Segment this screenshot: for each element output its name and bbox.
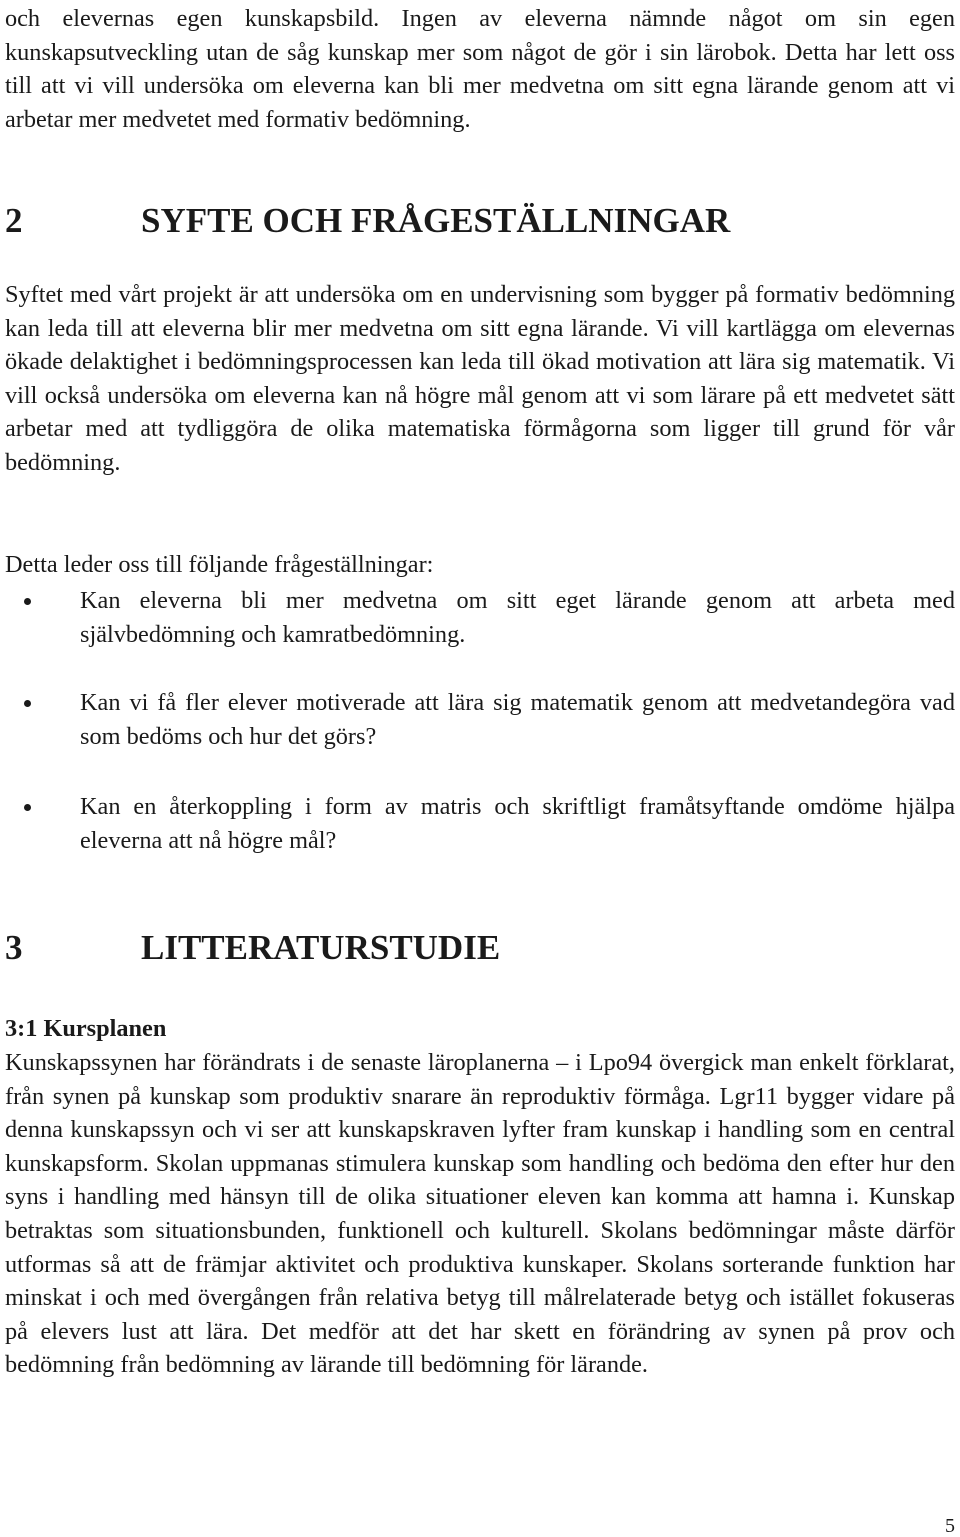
section-2-title: SYFTE OCH FRÅGESTÄLLNINGAR xyxy=(141,201,731,240)
bullet-icon xyxy=(24,598,31,605)
bullet-icon xyxy=(24,700,31,707)
list-item xyxy=(5,790,955,857)
page-number: 5 xyxy=(945,1515,955,1537)
questions-list xyxy=(5,584,955,858)
section-3-paragraph: Kunskapssynen har förändrats i de senaste läroplanerna – i Lpo94 övergick man enkelt förklarat, från synen på kunskap som produktiv snarare än reproduktiv förmåga. Lgr11 bygger vidare på denna kunskapssyn och vi ser att kunskapskraven lyfter fram kunskap i handling som en central kunskapsform. Skolan uppmanas stimulera kunskap som handling och bedöma den efter hur den syns i handling med hänsyn till de olika situationer eleven kan komma att hamna i. Kunskap betraktas som situationsbunden, funktionell och kulturell. Skolans bedömningar måste därför utformas så att de främjar aktivitet och produktiva kunskaper. Skolans sorterande funktion har minskat i och med övergången från relativa betyg till målrelaterade betyg och istället fokuseras på elevers lust att lära. Det medför att det har skett en förändring av synen på prov och bedömning från bedömning av lärande till bedömning för lärande. xyxy=(5,1049,955,1379)
bullet-icon xyxy=(24,804,31,811)
section-2-heading xyxy=(5,201,955,241)
section-2-number: 2 xyxy=(5,201,23,240)
section-3-title: LITTERATURSTUDIE xyxy=(141,928,501,967)
section-2-paragraph: Syftet med vårt projekt är att undersöka om en undervisning som bygger på formativ bedömning kan leda till att eleverna blir mer medvetna om sitt egna lärande. Vi vill kartlägga om elevernas ökade delaktighet i bedömningsprocessen kan leda till ökad motivation att lära sig matematik. Vi vill också undersöka om eleverna kan nå högre mål genom att vi som lärare på ett medvetet sätt arbetar med att tydliggöra de olika matematiska förmågorna som ligger till grund för vår bedömning. xyxy=(5,281,955,476)
subsection-heading: 3:1 Kursplanen xyxy=(5,1015,167,1042)
question-text: Kan vi få fler elever motiverade att lära sig matematik genom att medvetandegöra vad som bedöms och hur det görs? xyxy=(80,689,955,750)
list-item xyxy=(5,584,955,651)
section-3-heading xyxy=(5,928,955,968)
question-text: Kan en återkoppling i form av matris och skriftligt framåtsyftande omdöme hjälpa eleverna att nå högre mål? xyxy=(80,793,955,854)
list-item xyxy=(5,686,955,753)
question-text: Kan eleverna bli mer medvetna om sitt eget lärande genom att arbeta med självbedömning och kamratbedömning. xyxy=(80,587,955,648)
section-3-number: 3 xyxy=(5,928,23,967)
intro-paragraph: och elevernas egen kunskapsbild. Ingen av eleverna nämnde något om sin egen kunskapsutveckling utan de såg kunskap mer som något de gör i sin lärobok. Detta har lett oss till att vi vill undersöka om eleverna kan bli mer medvetna om sitt egna lärande genom att vi arbetar mer medvetet med formativ bedömning. xyxy=(5,5,955,133)
questions-lead-in: Detta leder oss till följande frågeställningar: xyxy=(5,551,434,578)
